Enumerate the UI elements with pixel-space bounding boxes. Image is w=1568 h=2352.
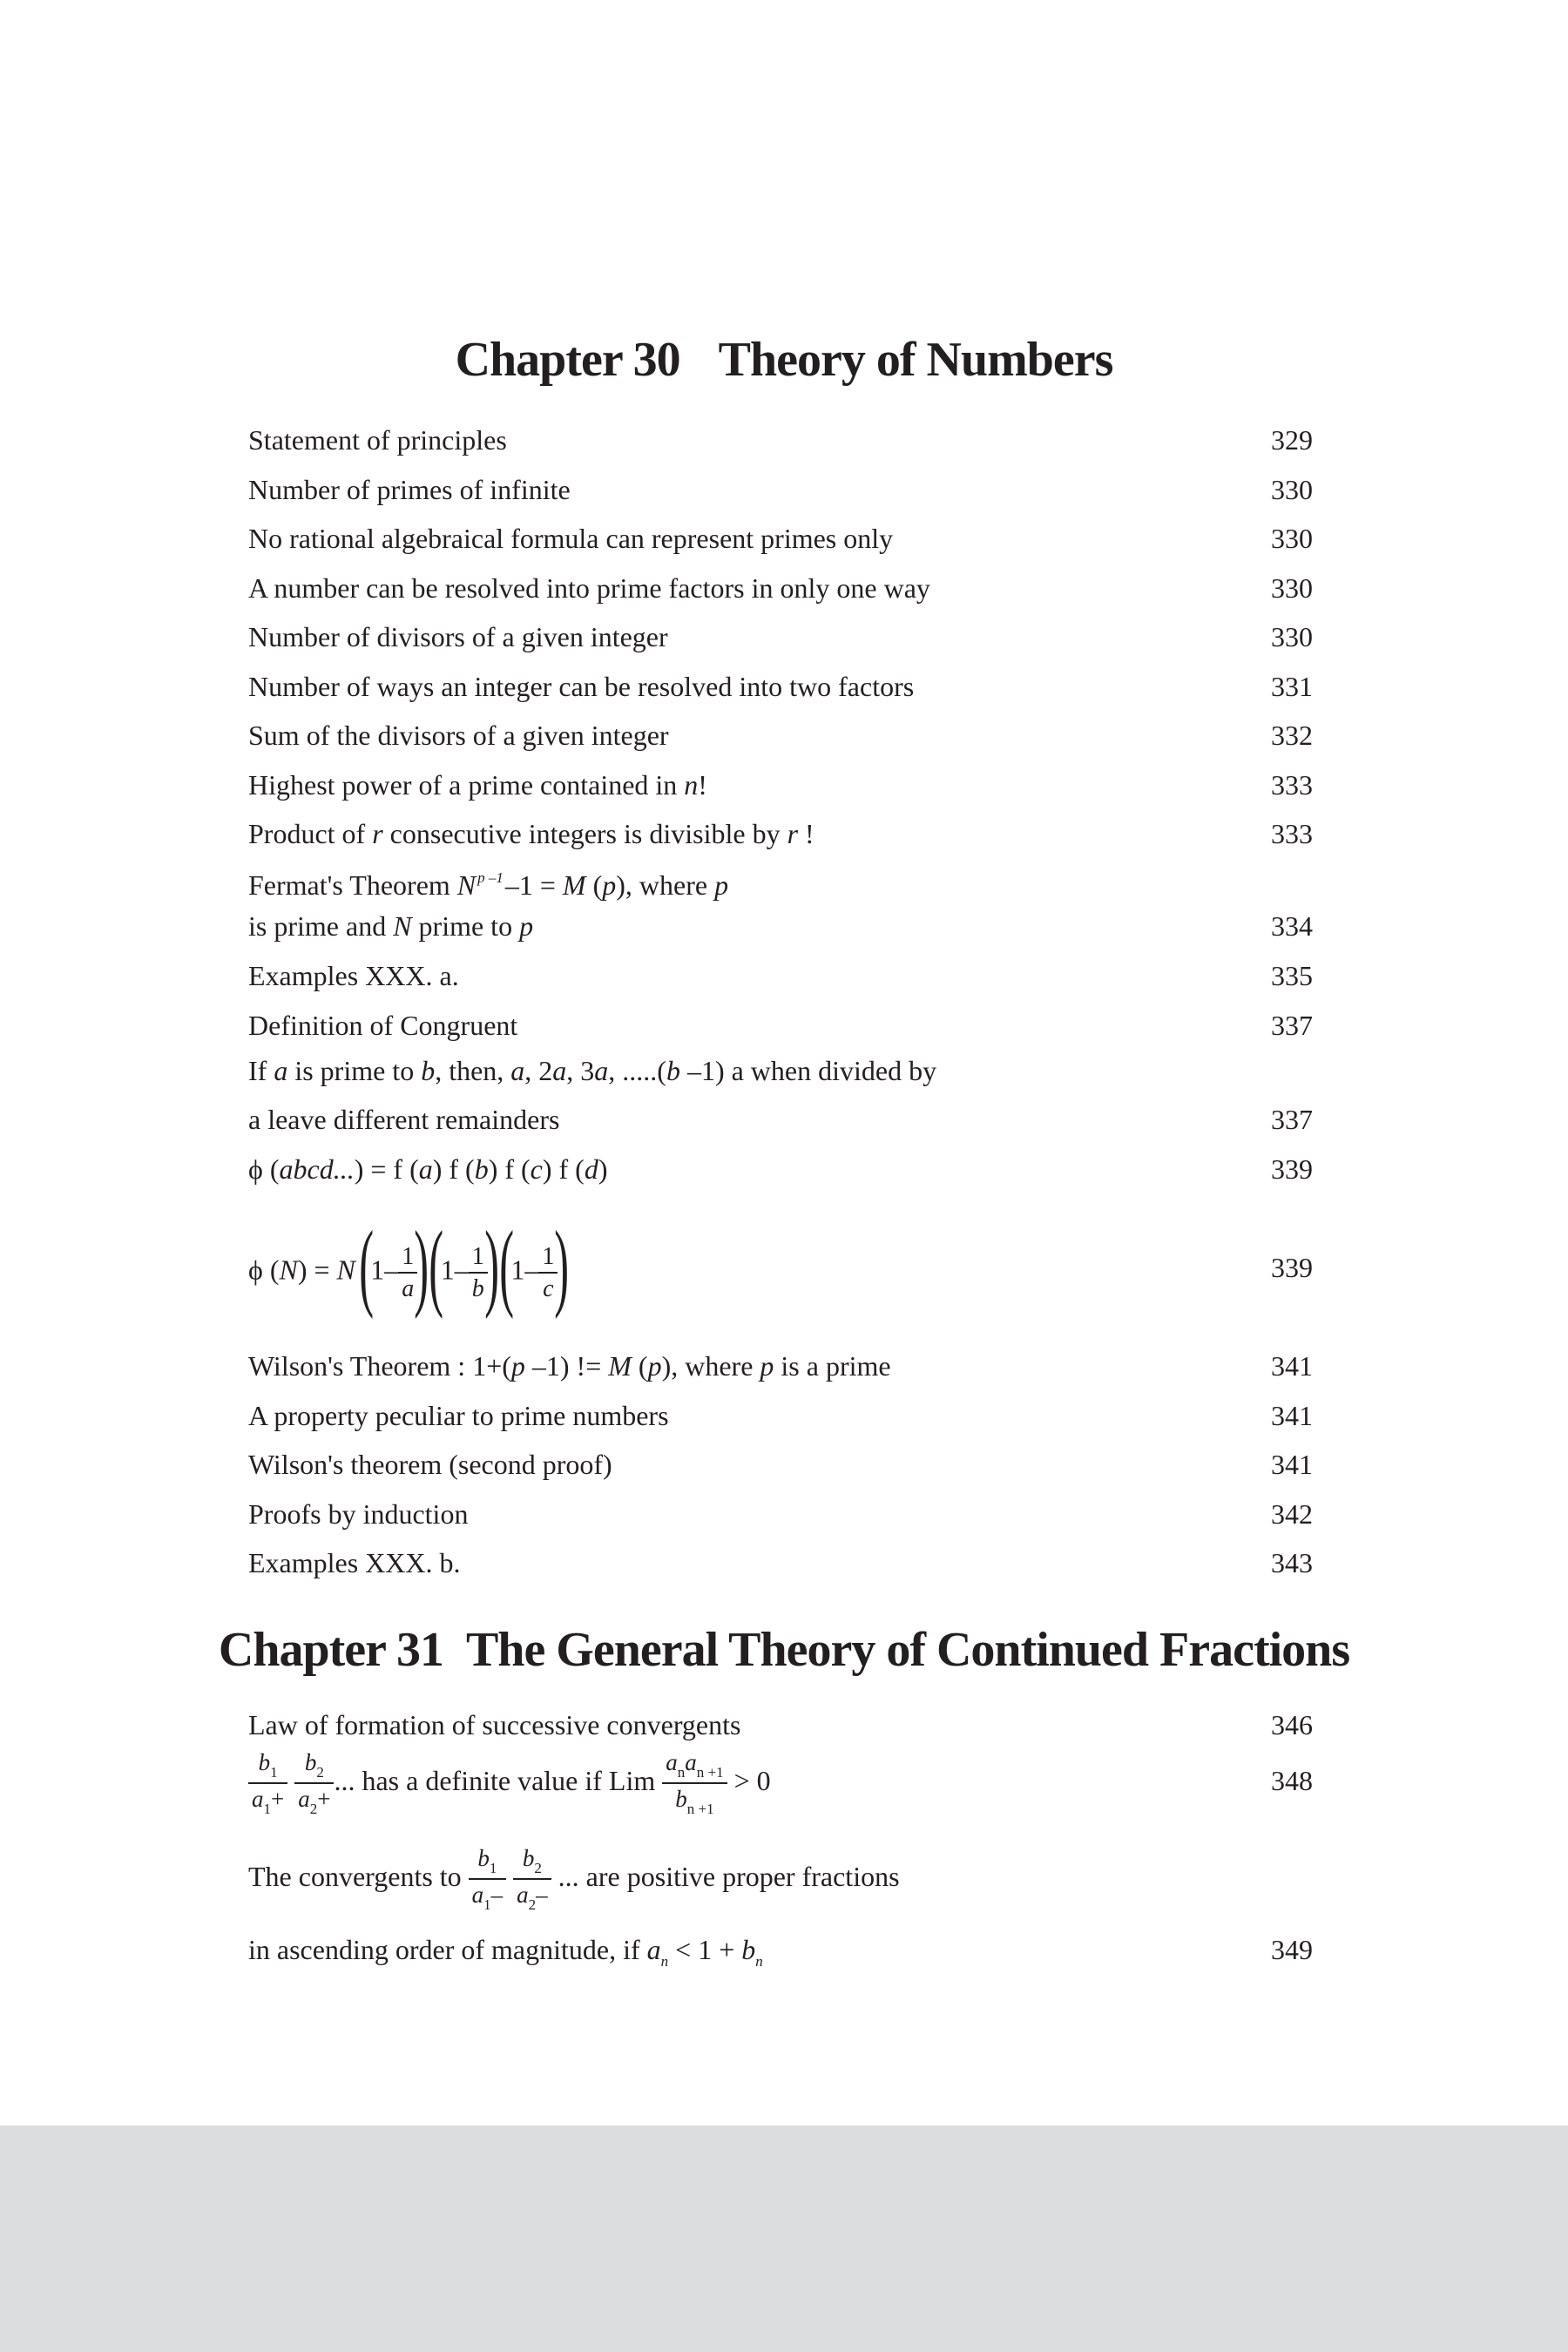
math-var: a <box>594 1055 609 1086</box>
phi-symbol: ϕ <box>248 1254 263 1286</box>
numerator <box>662 1751 727 1784</box>
toc-entry-text <box>248 1838 900 1915</box>
toc-entry-convergents-line1 <box>248 1838 1313 1915</box>
text-part: ... has a definite value if Lim <box>334 1765 663 1796</box>
text-part: is prime to <box>287 1055 422 1086</box>
math-var: b <box>477 1845 490 1872</box>
chapter-31-heading <box>0 1623 1568 1677</box>
math-var: b <box>258 1749 271 1776</box>
left-paren-icon: ( <box>499 1212 515 1320</box>
phi-symbol: ϕ <box>248 1153 263 1185</box>
text-part: < 1 + <box>668 1934 742 1965</box>
toc-entry-text <box>248 856 728 907</box>
text-part: , 2 <box>524 1055 553 1086</box>
chapter-number: Chapter 30 <box>455 333 680 387</box>
text-part: Highest power of a prime contained in <box>248 769 685 801</box>
phi-formula <box>248 1212 570 1321</box>
denominator <box>248 1784 287 1816</box>
toc-entry <box>248 615 1313 659</box>
numerator: 1 <box>469 1245 488 1274</box>
math-var: a <box>552 1055 567 1086</box>
toc-entry <box>248 566 1313 610</box>
toc-entry-definite-value <box>248 1742 1313 1819</box>
text-part: ) f ( <box>488 1153 531 1185</box>
toc-entry-page: 330 <box>1271 621 1313 652</box>
toc-entry-page: 341 <box>1271 1350 1313 1382</box>
toc-entry-page: 333 <box>1271 769 1313 801</box>
chapter-title: Theory of Numbers <box>718 333 1113 387</box>
toc-entry-page: 341 <box>1271 1449 1313 1480</box>
numerator <box>248 1751 287 1784</box>
text-part: ... are positive proper fractions <box>551 1861 900 1892</box>
toc-entry <box>248 517 1313 560</box>
toc-entry-text: Number of ways an integer can be resolved into two factors <box>248 671 915 702</box>
math-subscript: 2 <box>528 1896 537 1914</box>
denominator <box>662 1784 727 1816</box>
math-var: p <box>760 1350 774 1382</box>
math-var: a <box>274 1055 288 1086</box>
text-part: is prime and <box>248 910 394 942</box>
text-part: + <box>317 1786 331 1813</box>
math-subscript: n <box>677 1764 686 1781</box>
math-var: b <box>741 1934 756 1965</box>
toc-entry-page: 339 <box>1271 1252 1313 1283</box>
text-part: is a prime <box>774 1350 891 1382</box>
math-var: a <box>517 1882 529 1909</box>
toc-entry-convergents-line2 <box>248 1928 1313 1971</box>
toc-entry <box>248 1703 1313 1747</box>
toc-entry-remainders-line2 <box>248 1098 1313 1141</box>
toc-entry-phi-product <box>248 1147 1313 1191</box>
math-subscript: n <box>660 1953 669 1970</box>
math-subscript: 1 <box>483 1896 491 1914</box>
text-part: consecutive integers is divisible by <box>382 818 787 849</box>
denominator: b <box>471 1274 484 1302</box>
toc-entry <box>248 713 1313 757</box>
toc-entry-text: Examples XXX. a. <box>248 960 459 991</box>
text-part: The convergents to <box>248 1861 469 1892</box>
text-part: –1 = <box>504 869 563 901</box>
toc-entry-text: Wilson's theorem (second proof) <box>248 1449 612 1480</box>
math-var: n <box>684 769 699 801</box>
math-var: r <box>372 818 383 849</box>
math-var: N <box>336 1254 355 1286</box>
denominator <box>294 1784 334 1816</box>
numerator <box>294 1751 334 1784</box>
text-part: Product of <box>248 818 373 849</box>
toc-entry-page: 339 <box>1271 1153 1313 1185</box>
text-part: ) = f ( <box>354 1153 419 1185</box>
text-part: ( <box>631 1350 648 1382</box>
toc-entry-page: 348 <box>1271 1765 1313 1796</box>
math-subscript: 2 <box>534 1860 542 1877</box>
toc-entry-text: Examples XXX. b. <box>248 1547 461 1578</box>
math-var: a <box>471 1882 484 1909</box>
toc-entry-text: No rational algebraical formula can represent primes only <box>248 523 894 554</box>
denominator <box>513 1880 551 1912</box>
math-var: b <box>474 1153 489 1185</box>
toc-entry-text: a leave different remainders <box>248 1104 560 1135</box>
toc-entry-product <box>248 812 1313 855</box>
toc-entry-page: 335 <box>1271 960 1313 991</box>
toc-entry-text: Law of formation of successive convergents <box>248 1709 741 1740</box>
toc-entry-page: 330 <box>1271 474 1313 505</box>
text-part: 1– <box>440 1254 469 1286</box>
toc-entry-page: 330 <box>1271 523 1313 554</box>
toc-entry <box>248 418 1313 462</box>
text-part: ), where <box>616 869 715 901</box>
toc-entry-text: Number of divisors of a given integer <box>248 621 668 652</box>
toc-entry-text: Statement of principles <box>248 424 507 456</box>
toc-entry-remainders-line1 <box>248 1049 1313 1092</box>
right-paren-icon: ) <box>484 1212 499 1320</box>
right-paren-icon: ) <box>554 1212 570 1320</box>
denominator <box>469 1880 507 1912</box>
left-paren-icon: ( <box>429 1212 444 1320</box>
text-part: ! <box>798 818 814 849</box>
text-part: ) f ( <box>432 1153 475 1185</box>
math-var: c <box>530 1153 543 1185</box>
math-var: abcd... <box>279 1153 355 1185</box>
math-subscript: n +1 <box>696 1764 724 1781</box>
math-var: d <box>584 1153 598 1185</box>
toc-entry-text: A number can be resolved into prime factors in only one way <box>248 572 930 604</box>
numerator <box>469 1847 507 1880</box>
toc-entry <box>248 1541 1313 1585</box>
toc-entry-highest-power <box>248 763 1313 807</box>
chapter-number: Chapter 31 <box>218 1623 443 1677</box>
math-var: N <box>279 1254 298 1286</box>
fraction-b2-over-a2 <box>294 1751 334 1816</box>
fraction-b1-over-a1 <box>469 1847 507 1912</box>
math-var: a <box>252 1786 264 1813</box>
toc-entry-text: Number of primes of infinite <box>248 474 571 505</box>
math-var: p <box>602 869 617 901</box>
toc-entry-page: 333 <box>1271 818 1313 849</box>
math-subscript: 2 <box>309 1801 318 1818</box>
math-var: a <box>298 1786 310 1813</box>
math-var: p <box>510 1350 525 1382</box>
text-part: prime to <box>411 910 520 942</box>
denominator: c <box>543 1274 554 1302</box>
math-var: r <box>787 818 799 849</box>
toc-entry-text <box>248 904 533 948</box>
math-var: M <box>562 869 586 901</box>
toc-entry <box>248 665 1313 708</box>
fraction-b1-over-a1 <box>248 1751 287 1816</box>
text-part: 1– <box>370 1254 399 1286</box>
toc-entry-page: 329 <box>1271 424 1313 456</box>
math-var: b <box>675 1786 687 1813</box>
toc-entry-wilson <box>248 1344 1313 1388</box>
toc-entry-text <box>248 763 707 807</box>
text-part: + <box>271 1786 285 1813</box>
text-part: , .....( <box>608 1055 666 1086</box>
toc-entry-page: 337 <box>1271 1010 1313 1041</box>
text-part: Fermat's Theorem <box>248 869 457 901</box>
math-var: b <box>522 1845 535 1872</box>
fraction-b2-over-a2 <box>513 1847 551 1912</box>
toc-entry-fermat-line1 <box>248 856 1313 900</box>
toc-entry-text <box>248 1344 891 1388</box>
toc-entry-text: Definition of Congruent <box>248 1010 518 1041</box>
toc-entry-text <box>248 1928 763 1984</box>
page-bottom-margin <box>0 2126 1568 2352</box>
math-var: N <box>393 910 412 942</box>
math-var: p <box>519 910 534 942</box>
math-subscript: n <box>755 1953 763 1970</box>
math-var: b <box>421 1055 436 1086</box>
toc-entry-page: 330 <box>1271 572 1313 604</box>
math-subscript: 1 <box>270 1764 278 1781</box>
math-subscript: 2 <box>316 1764 324 1781</box>
text-part: ) <box>598 1153 608 1185</box>
chapter-title: The General Theory of Continued Fractions <box>465 1623 1350 1677</box>
toc-entry-page: 334 <box>1271 910 1313 942</box>
toc-entry <box>248 468 1313 511</box>
text-part: –1) a when divided by <box>679 1055 937 1086</box>
toc-entry-fermat-line2 <box>248 904 1313 948</box>
math-var: a <box>418 1153 433 1185</box>
toc-entry-page: 346 <box>1271 1709 1313 1740</box>
math-var: a <box>666 1749 678 1776</box>
text-part: ( <box>262 1254 280 1286</box>
math-var: b <box>666 1055 680 1086</box>
text-part: in ascending order of magnitude, if <box>248 1934 647 1965</box>
text-part: Wilson's Theorem : 1+( <box>248 1350 511 1382</box>
toc-entry-page: 332 <box>1271 720 1313 751</box>
toc-entry-page: 331 <box>1271 671 1313 702</box>
math-var: a <box>646 1934 661 1965</box>
toc-entry <box>248 1492 1313 1536</box>
text-part: ), where <box>661 1350 760 1382</box>
toc-entry-text <box>248 1049 936 1092</box>
toc-entry-text: A property peculiar to prime numbers <box>248 1400 669 1431</box>
text-part: – <box>536 1882 548 1909</box>
text-part: ) f ( <box>542 1153 585 1185</box>
toc-entry <box>248 1004 1313 1047</box>
math-subscript: 1 <box>263 1801 271 1818</box>
math-var: N <box>456 869 476 901</box>
text-part: > 0 <box>727 1765 771 1796</box>
text-part: –1) != <box>524 1350 609 1382</box>
toc-entry-text: Sum of the divisors of a given integer <box>248 720 669 751</box>
numerator <box>513 1847 551 1880</box>
math-var: a <box>510 1055 525 1086</box>
toc-entry-phi-formula <box>248 1212 1313 1320</box>
numerator: 1 <box>398 1245 417 1274</box>
toc-entry-page: 349 <box>1271 1934 1313 1965</box>
text-part: , then, <box>435 1055 511 1086</box>
text-part: ! <box>698 769 707 801</box>
math-var: p <box>714 869 729 901</box>
math-exponent: p –1 <box>477 869 504 886</box>
text-part: ( <box>262 1153 280 1185</box>
toc-entry-text: Proofs by induction <box>248 1498 469 1530</box>
continued-fraction-expression <box>248 1742 771 1819</box>
math-var: p <box>647 1350 662 1382</box>
right-paren-icon: ) <box>414 1212 429 1320</box>
math-var: M <box>608 1350 632 1382</box>
toc-entry-page: 337 <box>1271 1104 1313 1135</box>
math-var: a <box>685 1749 697 1776</box>
toc-entry-page: 341 <box>1271 1400 1313 1431</box>
toc-entry-page: 343 <box>1271 1547 1313 1578</box>
left-paren-icon: ( <box>359 1212 374 1320</box>
fraction-limit <box>662 1751 727 1816</box>
text-part: If <box>248 1055 274 1086</box>
chapter-30-heading <box>0 333 1568 387</box>
toc-entry <box>248 1394 1313 1437</box>
math-subscript: 1 <box>489 1860 497 1877</box>
toc-entry <box>248 954 1313 997</box>
math-subscript: n +1 <box>686 1801 714 1818</box>
toc-entry <box>248 1443 1313 1486</box>
text-part: 1– <box>510 1254 539 1286</box>
math-var: b <box>304 1749 317 1776</box>
toc-entry-text <box>248 812 814 855</box>
text-part: ) = <box>297 1254 337 1286</box>
toc-entry-text <box>248 1147 607 1191</box>
text-part: – <box>490 1882 504 1909</box>
numerator: 1 <box>538 1245 558 1274</box>
text-part: ( <box>585 869 603 901</box>
denominator: a <box>402 1274 415 1302</box>
text-part: , 3 <box>566 1055 595 1086</box>
toc-entry-page: 342 <box>1271 1498 1313 1530</box>
